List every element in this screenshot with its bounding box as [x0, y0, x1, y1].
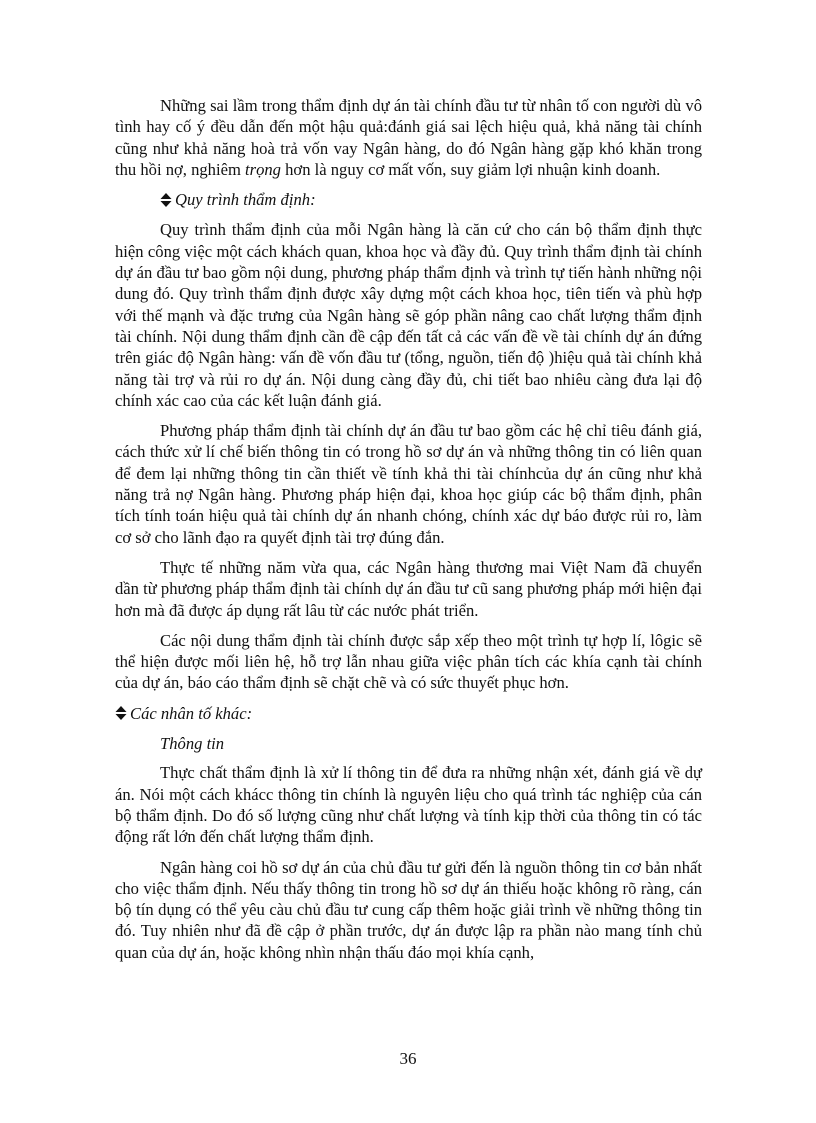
heading-other-factors [115, 703, 702, 724]
page-content [115, 95, 702, 972]
paragraph-content-order: Các nội dung thẩm định tài chính được sắp xếp theo một trình tự hợp lí, lôgic sẽ thể hiện được mối liên hệ, hỗ trợ lẫn nhau giữa việc phân tích các khía cạnh tài chính của dự án, báo cáo thẩm định sẽ chặt chẽ và có sức thuyết phục hơn. [115, 630, 702, 693]
up-down-arrow-icon [115, 706, 127, 720]
paragraph-human-factor-errors [115, 95, 702, 180]
paragraph-appraisal-process: Quy trình thẩm định của mỗi Ngân hàng là căn cứ cho cán bộ thẩm định thực hiện công việc một cách khách quan, khoa học và đầy đủ. Quy trình thẩm định tài chính dự án đầu tư bao gồm nội dung, phương pháp thẩm định và trình tự tiến hành những nội dung đó. Quy trình thẩm định được xây dựng một cách khoa học, tiên tiến và phù hợp với thế mạnh và đặc trưng của Ngân hàng sẽ góp phần nâng cao chất lượng thẩm định tài chính. Nội dung thẩm định cần đề cập đến tất cả các vấn đề về tài chính dự án đứng trên giác độ Ngân hàng: vấn đề vốn đầu tư (tổng, nguồn, tiến độ )hiệu quả tài chính khả năng tài trợ và rủi ro dự án. Nội dung càng đầy đủ, chi tiết bao nhiêu càng đưa lại độ chính xác cao của các kết luận đánh giá. [115, 220, 702, 410]
heading-colon: : [246, 703, 253, 723]
heading-appraisal-process [115, 189, 702, 210]
paragraph-project-dossier: Ngân hàng coi hồ sơ dự án của chủ đầu tư gửi đến là nguồn thông tin cơ bản nhất cho việc thẩm định. Nếu thấy thông tin trong hồ sơ dự án thiếu hoặc không rõ ràng, cán bộ tín dụng có thể yêu càu chủ đầu tư cung cấp thêm hoặc giải trình về những thông tin đó. Tuy nhiên như đã đề cập ở phần trước, dự án được lập ra phần nào mang tính chủ quan của dự án, hoặc không nhìn nhận thấu đáo mọi khía cạnh, [115, 857, 702, 962]
heading-colon: : [310, 190, 316, 210]
paragraph-appraisal-methods: Phương pháp thẩm định tài chính dự án đầu tư bao gồm các hệ chỉ tiêu đánh giá, cách thức xử lí chế biến thông tin có trong hồ sơ dự án và những thông tin có liên quan để đem lại những thông tin cần thiết về tính khả thi tài chínhcủa dự án cũng như khả năng trả nợ Ngân hàng. Phương pháp hiện đại, khoa học giúp các bộ thẩm định, phân tích tính toán hiệu quả tài chính dự án nhanh chóng, chính xác dự báo được rủi ro, làm cơ sở cho lãnh đạo ra quyết định tài trợ đúng đắn. [115, 421, 702, 547]
paragraph-text: Những sai lầm trong thẩm định dự án tài chính đầu tư từ nhân tố con người dù vô tình hay cố ý đều dẫn đến một hậu quả:đánh giá sai lệch hiệu quả, khả năng tài chính cũng như khả năng hoà trả vốn vay Ngân hàng, do đó Ngân hàng gặp khó khăn trong thu hồi nợ, nghiêm [115, 96, 702, 179]
up-down-arrow-icon [160, 193, 172, 207]
paragraph-text: hơn là nguy cơ mất vốn, suy giảm lợi nhuận kinh doanh. [280, 159, 661, 179]
heading-text: Các nhân tố khác [130, 703, 247, 723]
heading-text: Quy trình thẩm định [175, 190, 311, 210]
paragraph-reality: Thực tế những năm vừa qua, các Ngân hàng thương mai Việt Nam đã chuyển dần từ phương pháp thẩm định tài chính dự án đầu tư cũ sang phương pháp mới hiện đại hơn mà đã được áp dụng rất lâu từ các nước phát triển. [115, 557, 702, 620]
page-number: 36 [399, 1049, 417, 1068]
emphasis-text: trọng [245, 159, 281, 179]
paragraph-information-essence: Thực chất thẩm định là xử lí thông tin để đưa ra những nhận xét, đánh giá về dự án. Nói một cách khácc thông tin chính là nguyên liệu cho quá trình tác nghiệp của cán bộ thẩm định. Do đó số lượng cũng như chất lượng và tính kịp thời của thông tin có tác động rất lớn đến chất lượng thẩm định. [115, 763, 702, 847]
subheading-information: Thông tin [160, 734, 225, 754]
